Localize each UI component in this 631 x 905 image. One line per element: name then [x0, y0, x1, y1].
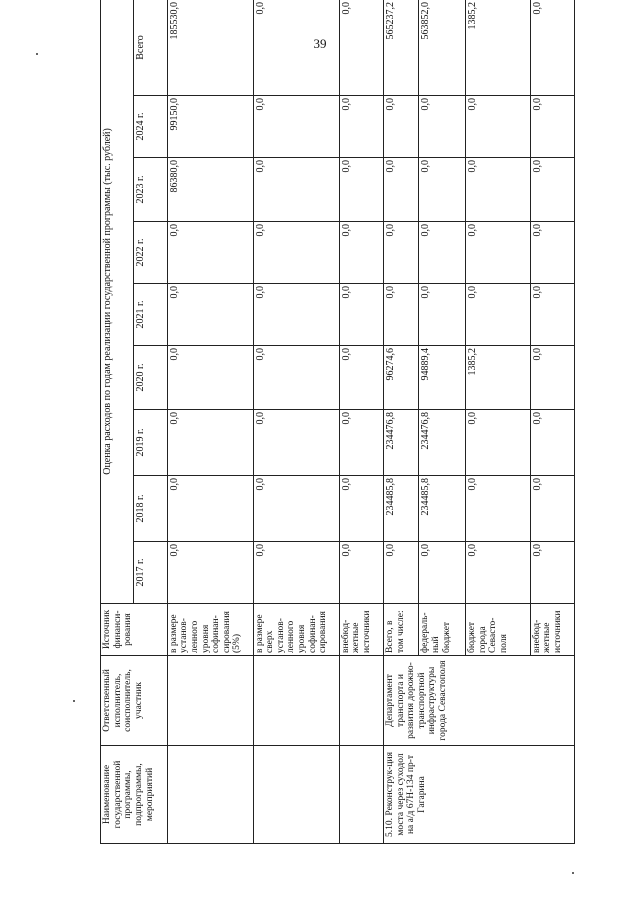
- row-source: бюджет города Севасто-поля: [466, 604, 530, 656]
- row-value: 0,0: [253, 542, 339, 604]
- row-value: 0,0: [466, 542, 530, 604]
- table-row: [253, 0, 339, 844]
- row-value: 0,0: [339, 542, 383, 604]
- row-source: Всего, в том числе:: [383, 604, 419, 656]
- row-value: 234485,8: [383, 476, 419, 542]
- table-row: [339, 0, 383, 844]
- header-year: 2019 г.: [134, 410, 167, 476]
- row-value: 1385,2: [466, 346, 530, 410]
- row-value: 0,0: [253, 476, 339, 542]
- scan-speck: [73, 700, 75, 702]
- row-value: 234476,8: [419, 410, 466, 476]
- row-value: 0,0: [383, 284, 419, 346]
- row-value: 0,0: [466, 158, 530, 222]
- empty-executor-cell: [167, 656, 253, 746]
- header-year: 2022 г.: [134, 222, 167, 284]
- row-value: 0,0: [167, 222, 253, 284]
- row-value: 0,0: [253, 410, 339, 476]
- header-year: 2017 г.: [134, 542, 167, 604]
- header-year: 2018 г.: [134, 476, 167, 542]
- row-value: 96274,6: [383, 346, 419, 410]
- row-source: федераль-ный бюджет: [419, 604, 466, 656]
- row-source: в размере установ-ленного уровня софинан-сирования (5%): [167, 604, 253, 656]
- row-value: 0,0: [383, 542, 419, 604]
- empty-name-cell: [167, 746, 253, 844]
- row-value: 0,0: [530, 284, 575, 346]
- table-row: [167, 0, 253, 844]
- row-value: 0,0: [530, 158, 575, 222]
- row-value: 0,0: [466, 410, 530, 476]
- row-value: 0,0: [253, 222, 339, 284]
- row-value: 0,0: [419, 222, 466, 284]
- header-source: Источник финанси-рования: [101, 604, 168, 656]
- empty-executor-cell: [339, 656, 383, 746]
- row-value: 0,0: [466, 476, 530, 542]
- row-value: 0,0: [383, 96, 419, 158]
- row-value: 0,0: [530, 222, 575, 284]
- row-value: 0,0: [419, 542, 466, 604]
- row-value: 0,0: [167, 476, 253, 542]
- empty-name-cell: [253, 746, 339, 844]
- row-value: 0,0: [339, 158, 383, 222]
- header-expenses-group: Оценка расходов по годам реализации государственной программы (тыс. рублей): [101, 0, 134, 604]
- row-value: 0,0: [530, 476, 575, 542]
- row-value: 0,0: [253, 96, 339, 158]
- row-value: 234476,8: [383, 410, 419, 476]
- row-total: 1385,2: [466, 0, 530, 96]
- header-year: 2024 г.: [134, 96, 167, 158]
- row-total: 563852,0: [419, 0, 466, 96]
- row-value: 0,0: [339, 284, 383, 346]
- header-year: 2021 г.: [134, 284, 167, 346]
- header-name: Наименование государственной программы, подпрограммы, мероприятий: [101, 746, 168, 844]
- row-value: 0,0: [466, 284, 530, 346]
- row-value: 0,0: [253, 346, 339, 410]
- row-value: 86380,0: [167, 158, 253, 222]
- row-value: 0,0: [530, 346, 575, 410]
- row-value: 0,0: [530, 542, 575, 604]
- row-value: 0,0: [530, 410, 575, 476]
- measure-executor: Департамент транспорта и развития дорожно-транспортной инфраструктуры города Севастополя: [383, 656, 574, 746]
- row-value: 0,0: [419, 96, 466, 158]
- row-value: 0,0: [339, 222, 383, 284]
- header-year: 2023 г.: [134, 158, 167, 222]
- row-value: 234485,8: [419, 476, 466, 542]
- table-row: [383, 0, 419, 844]
- row-source: внебюд-жетные источники: [530, 604, 575, 656]
- row-value: 0,0: [339, 96, 383, 158]
- row-value: 0,0: [167, 346, 253, 410]
- scan-speck: [572, 872, 574, 874]
- row-total: 565237,2: [383, 0, 419, 96]
- row-value: 0,0: [419, 284, 466, 346]
- empty-executor-cell: [253, 656, 339, 746]
- page-number: 39: [313, 36, 327, 51]
- row-source: в размере сверх установ-ленного уровня софинан-сирования: [253, 604, 339, 656]
- row-value: 0,0: [530, 96, 575, 158]
- row-value: 0,0: [466, 222, 530, 284]
- header-total: Всего: [134, 0, 167, 96]
- row-value: 0,0: [383, 158, 419, 222]
- row-value: 0,0: [339, 410, 383, 476]
- row-total: 185530,0: [167, 0, 253, 96]
- row-value: 0,0: [466, 96, 530, 158]
- row-value: 94889,4: [419, 346, 466, 410]
- row-source: внебюд-жетные источники: [339, 604, 383, 656]
- measure-name: 5.10. Реконструк-ция моста через суходол на а/д 67Н-134 пр-т Гагарина: [383, 746, 574, 844]
- row-value: 0,0: [167, 410, 253, 476]
- row-total: 0,0: [530, 0, 575, 96]
- row-value: 0,0: [339, 346, 383, 410]
- row-value: 0,0: [253, 158, 339, 222]
- header-year: 2020 г.: [134, 346, 167, 410]
- budget-table: [100, 0, 575, 844]
- row-value: 0,0: [167, 542, 253, 604]
- row-value: 0,0: [167, 284, 253, 346]
- row-total: 0,0: [253, 0, 339, 96]
- row-value: 0,0: [383, 222, 419, 284]
- header-executor: Ответственный исполнитель, соисполнитель, участник: [101, 656, 168, 746]
- row-value: 0,0: [339, 476, 383, 542]
- row-value: 0,0: [419, 158, 466, 222]
- scan-speck: [36, 53, 38, 55]
- row-value: 0,0: [253, 284, 339, 346]
- empty-name-cell: [339, 746, 383, 844]
- row-value: 99150,0: [167, 96, 253, 158]
- row-total: 0,0: [339, 0, 383, 96]
